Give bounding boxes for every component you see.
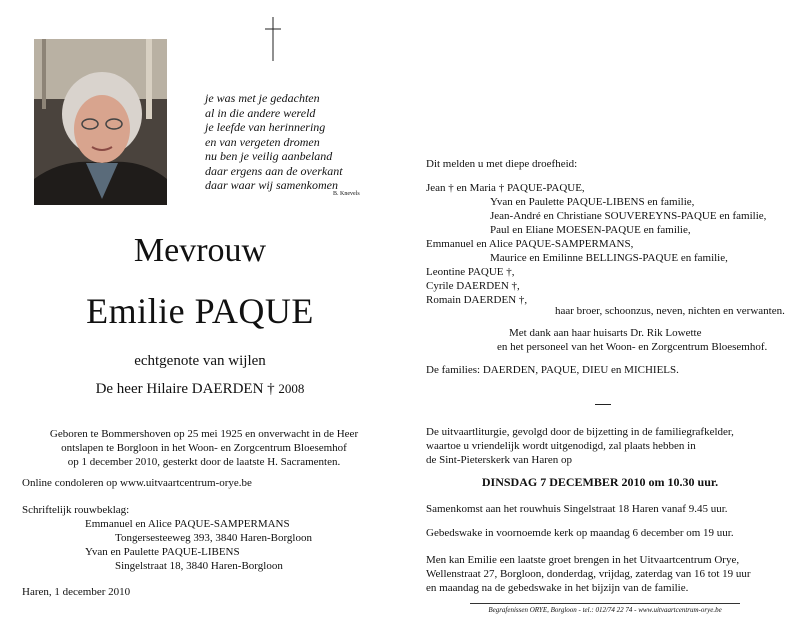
poem-line: en van vergeten dromen (205, 134, 320, 149)
poem-line: je leefde van herinnering (205, 120, 326, 134)
family-line: Paul en Eliane MOESEN-PAQUE en familie, (490, 224, 691, 236)
online-condolence: Online condoleren op www.uitvaartcentrum-orye.be (22, 477, 252, 489)
poem (205, 91, 343, 193)
footer-rule (470, 603, 740, 604)
family-line: Jean-André en Christiane SOUVEREYNS-PAQUE en familie, (490, 210, 767, 222)
family-line: Maurice en Emilinne BELLINGS-PAQUE en familie, (490, 252, 728, 264)
thanks-line: Met dank aan haar huisarts Dr. Rik Lowette (509, 327, 702, 339)
funeral-date: DINSDAG 7 DECEMBER 2010 om 10.30 uur. (481, 475, 719, 489)
mail-heading: Schriftelijk rouwbeklag: (22, 504, 130, 516)
family-line: Cyrile DAERDEN †, (426, 280, 520, 292)
family-line: Jean † en Maria † PAQUE-PAQUE, (426, 182, 585, 194)
liturgy-line: De uitvaartliturgie, gevolgd door de bijzetting in de familiegrafkelder, (426, 426, 734, 438)
dagger-icon: † (267, 381, 275, 397)
portrait-photo (34, 39, 167, 205)
poem-line: daar waar wij samenkomen (205, 178, 338, 192)
farewell-line: Wellenstraat 27, Borgloon, donderdag, vrijdag, zaterdag van 16 tot 19 uur (426, 568, 751, 580)
birth-line: Geboren te Bommershoven op 25 mei 1925 en onverwacht in de Heer (49, 428, 359, 440)
mail-line: Yvan en Paulette PAQUE-LIBENS (85, 546, 240, 558)
honorific-title: Mevrouw (133, 232, 267, 269)
family-line: Leontine PAQUE †, (426, 266, 515, 278)
place-date: Haren, 1 december 2010 (22, 586, 131, 598)
gathering-info: Samenkomst aan het rouwhuis Singelstraat 18 Haren vanaf 9.45 uur. (426, 503, 728, 515)
divider (595, 404, 611, 405)
poem-line: je was met je gedachten (205, 91, 320, 105)
spouse-name-text: De heer Hilaire DAERDEN (95, 381, 264, 397)
family-line: Romain DAERDEN †, (426, 294, 528, 306)
spouse-intro: echtgenote van wijlen (134, 353, 266, 369)
birth-line: ontslapen te Borgloon in het Woon- en Zorgcentrum Bloesemhof (61, 442, 347, 454)
families-line: De families: DAERDEN, PAQUE, DIEU en MICHIELS. (426, 364, 679, 376)
poem-line: nu ben je veilig aanbeland (205, 149, 333, 163)
birth-line: op 1 december 2010, gesterkt door de laatste H. Sacramenten. (67, 456, 341, 468)
family-line: Emmanuel en Alice PAQUE-SAMPERMANS, (426, 238, 634, 250)
spouse-year: 2008 (278, 381, 305, 396)
cross-icon (265, 17, 281, 61)
deceased-name: Emilie PAQUE (86, 291, 314, 331)
poem-author: B. Knevels (333, 191, 360, 197)
family-line: haar broer, schoonzus, neven, nichten en verwanten. (555, 305, 785, 317)
announcement: Dit melden u met diepe droefheid: (426, 158, 578, 170)
poem-line: daar ergens aan de overkant (205, 163, 343, 178)
family-line: Yvan en Paulette PAQUE-LIBENS en familie, (490, 196, 695, 208)
wake-info: Gebedswake in voornoemde kerk op maandag 6 december om 19 uur. (426, 527, 734, 539)
birth-death-info (0, 427, 408, 469)
liturgy-line: de Sint-Pieterskerk van Haren op (426, 454, 573, 466)
mail-line: Singelstraat 18, 3840 Haren-Borgloon (115, 560, 283, 572)
thanks-line: en het personeel van het Woon- en Zorgcentrum Bloesemhof. (497, 341, 768, 353)
farewell-line: en maandag na de gebedswake in het bijzijn van de familie. (426, 582, 689, 594)
mail-line: Emmanuel en Alice PAQUE-SAMPERMANS (85, 518, 290, 530)
mail-line: Tongersesteeweg 393, 3840 Haren-Borgloon (115, 532, 312, 544)
footer-credit: Begrafenissen ORYE, Borgloon - tel.: 012/74 22 74 - www.uitvaartcentrum-orye.be (488, 606, 722, 614)
farewell-line: Men kan Emilie een laatste groet brengen in het Uitvaartcentrum Orye, (426, 554, 740, 566)
poem-line: al in die andere wereld (205, 105, 316, 120)
spouse-name (0, 381, 400, 398)
liturgy-line: waartoe u vriendelijk wordt uitgenodigd, zal plaats hebben in (426, 440, 696, 452)
